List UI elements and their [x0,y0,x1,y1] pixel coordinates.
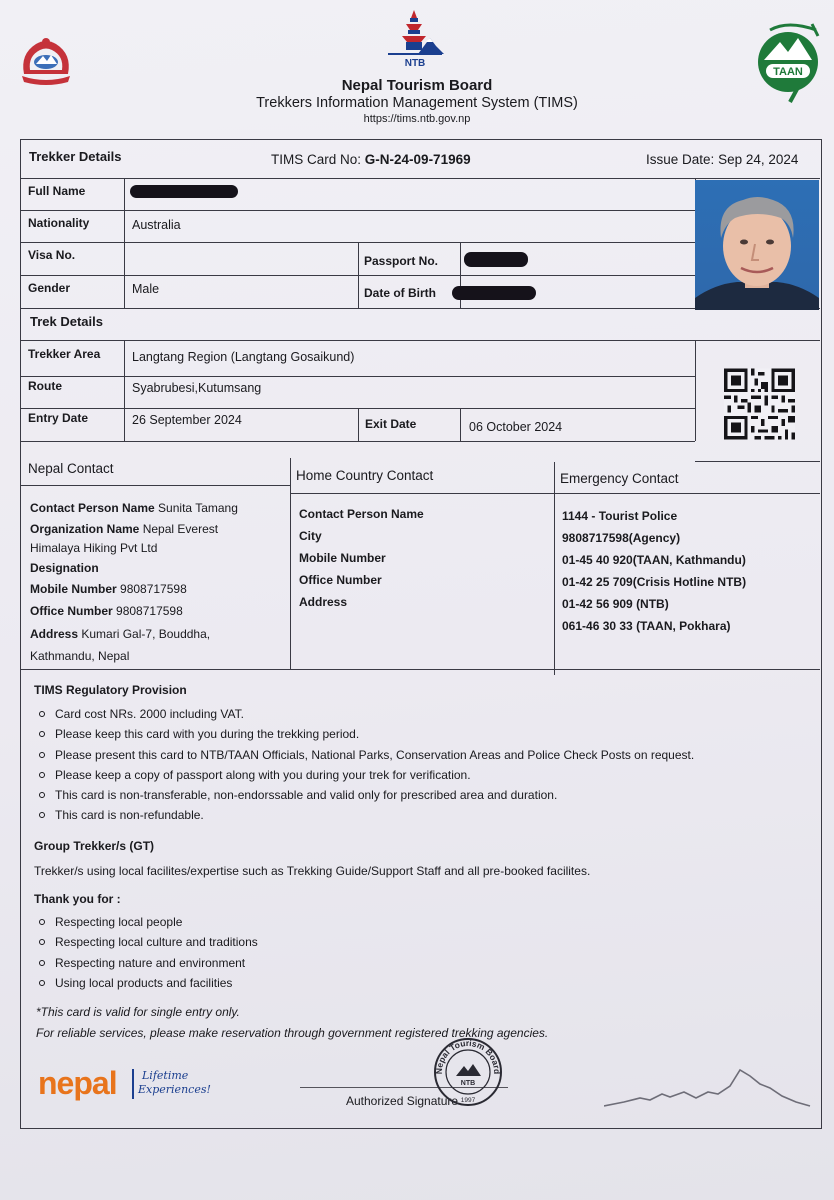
nepal-contact-heading: Nepal Contact [28,461,114,476]
nationality-label: Nationality [28,216,90,230]
provision-item: This card is non-refundable. [34,805,814,825]
designation-label: Designation [30,560,99,575]
contact-person-row [30,498,280,520]
card-number [271,152,471,167]
mobile-value: 9808717598 [120,582,187,596]
stamp-year-text: 1997 [460,1097,476,1104]
ntb-logo-text: NTB [404,58,426,69]
office-label: Office Number [30,603,113,618]
trek-details-heading: Trek Details [30,314,103,329]
entry-date-label: Entry Date [28,411,89,425]
address-row [30,624,280,646]
grid-line [460,408,461,441]
nepal-brand-text: nepal [38,1065,117,1101]
emergency-line: 01-42 56 909 (NTB) [562,597,669,611]
home-office-label: Office Number [299,573,382,587]
organization-value-1: Nepal Everest [142,521,219,536]
visa-label: Visa No. [28,248,76,262]
system-url: https://tims.ntb.gov.np [363,113,471,125]
nepal-contact-block [30,498,280,667]
card-number-value: G-N-24-09-71969 [364,152,471,167]
mountain-outline-icon [604,1064,812,1110]
thanks-item: Respecting local people [34,912,534,932]
grid-line [20,669,820,670]
emergency-line: 01-45 40 920(TAAN, Kathmandu) [562,553,746,567]
grid-line [695,340,696,441]
ntb-logo-icon [384,8,446,70]
exit-date-value: 06 October 2024 [469,420,563,434]
qr-code[interactable] [724,368,795,440]
passport-redaction [464,252,528,267]
issue-date [646,152,798,167]
contact-person-value: Sunita Tamang [158,501,238,515]
grid-line [20,210,695,211]
reservation-note: For reliable services, please make reservation through government registered trekking agencies. [36,1026,549,1040]
thanks-list [34,912,534,993]
single-entry-note: *This card is valid for single entry only. [36,1005,240,1019]
system-title: Trekkers Information Management System (TIMS) [256,95,578,111]
route-value: Syabrubesi,Kutumsang [132,381,262,395]
grid-line [124,340,125,441]
address-value-2: Kathmandu, Nepal [30,648,130,663]
svg-text:Nepal Tourism Board [434,1038,502,1074]
mobile-row [30,579,280,601]
mobile-label: Mobile Number [30,582,117,596]
home-mobile-label: Mobile Number [299,551,386,565]
organization-label: Organization Name [30,521,140,536]
trekker-details-heading: Trekker Details [29,149,122,164]
tagline-experiences: Experiences! [138,1083,211,1096]
group-heading: Group Trekker/s (GT) [34,839,155,853]
trekker-photo-image [695,180,819,310]
issue-date-value: Sep 24, 2024 [718,152,799,167]
home-city-label: City [299,529,322,543]
address-label: Address [30,627,79,641]
card-number-label: TIMS Card No: [271,152,362,167]
issue-date-label: Issue Date: [646,152,715,167]
route-label: Route [28,379,62,393]
provision-item: Card cost NRs. 2000 including VAT. [34,704,814,724]
exit-date-label: Exit Date [365,417,417,431]
tagline-lifetime: Lifetime [142,1069,189,1082]
ntb-stamp-icon [432,1036,504,1108]
office-value: 9808717598 [116,603,183,618]
thanks-item: Using local products and facilities [34,973,534,993]
grid-line [124,178,125,308]
stamp-ring-text: Nepal Tourism Board [433,1037,503,1075]
grid-line [358,408,359,441]
home-contact-heading: Home Country Contact [296,468,434,483]
stamp-ntb-text: NTB [460,1080,476,1087]
emergency-line: 061-46 30 33 (TAAN, Pokhara) [562,619,731,633]
full-name-redaction [130,185,238,198]
nepal-brand-logo [38,1063,218,1107]
home-contact-person-label: Contact Person Name [299,507,424,521]
gender-value: Male [132,282,160,296]
grid-line [20,340,820,341]
emergency-contact-heading: Emergency Contact [560,471,679,486]
organization-value-2: Himalaya Hiking Pvt Ltd [30,540,158,555]
provision-item: Please present this card to NTB/TAAN Officials, National Parks, Conservation Areas and Police Check Posts on request. [34,745,814,765]
trekker-area-value: Langtang Region (Langtang Gosaikund) [132,350,355,364]
trekker-area-label: Trekker Area [28,347,101,361]
dob-redaction [452,286,536,300]
provision-item: Please keep a copy of passport along with you during your trek for verification. [34,765,814,785]
organization-row [30,520,280,539]
grid-line [554,462,555,675]
thanks-item: Respecting local culture and traditions [34,932,534,952]
provision-item: Please keep this card with you during the trekking period. [34,724,814,744]
dob-label: Date of Birth [364,286,436,300]
entry-date-value: 26 September 2024 [132,413,242,427]
emergency-line: 9808717598(Agency) [562,531,681,545]
signature-label: Authorized Signature [346,1094,459,1108]
grid-line [695,461,820,462]
contact-person-label: Contact Person Name [30,501,155,515]
nationality-value: Australia [132,218,181,232]
grid-line [20,178,820,179]
emergency-line: 01-42 25 709(Crisis Hotline NTB) [562,575,747,589]
passport-label: Passport No. [364,254,439,268]
taan-logo-text: TAAN [773,66,803,78]
gender-label: Gender [28,281,71,295]
full-name-label: Full Name [28,184,86,198]
thanks-item: Respecting nature and environment [34,953,534,973]
group-text: Trekker/s using local facilites/expertise such as Trekking Guide/Support Staff and all pre-booked facilites. [34,864,591,878]
provision-item: This card is non-transferable, non-endorssable and valid only for prescribed area and duration. [34,785,814,805]
grid-line [290,458,291,670]
trekker-photo [695,180,819,310]
org-title: Nepal Tourism Board [341,77,493,94]
grid-line [291,493,820,494]
provision-heading: TIMS Regulatory Provision [34,683,187,697]
brand-divider [132,1069,134,1099]
grid-line [20,441,695,442]
address-value-1: Kumari Gal-7, Bouddha, [81,627,211,641]
emergency-line: 1144 - Tourist Police [562,509,678,523]
grid-line [20,376,695,377]
home-contact-block [299,503,424,613]
grid-line [358,242,359,308]
emergency-contact-block [562,505,746,637]
provision-list [34,704,814,826]
grid-line [20,485,290,486]
home-address-label: Address [299,595,348,609]
thanks-heading: Thank you for : [34,892,121,906]
office-row [30,601,280,623]
